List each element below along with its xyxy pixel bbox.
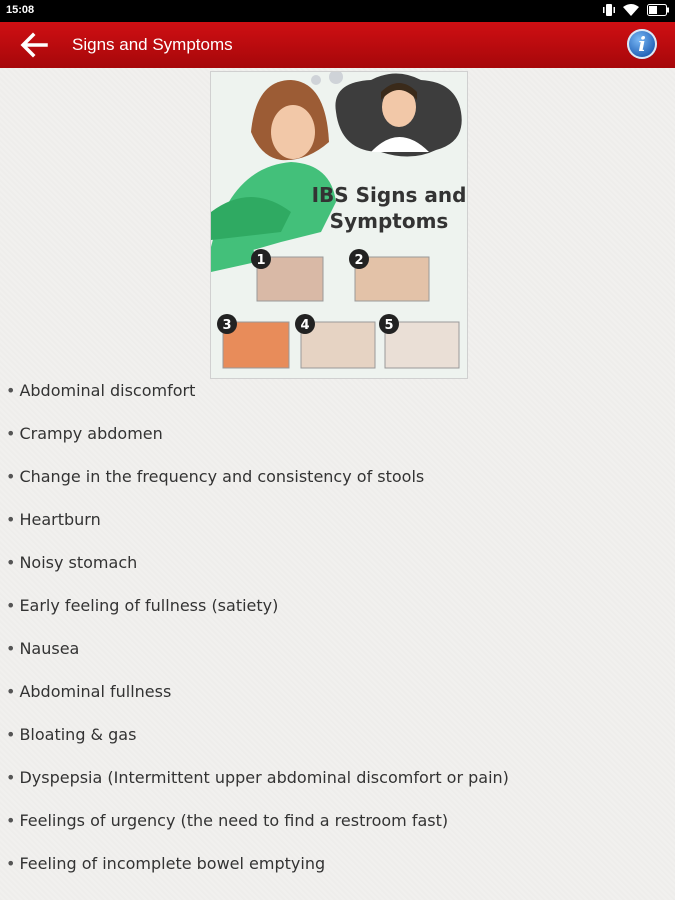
bullet-icon: • (6, 381, 16, 400)
symptom-text: Nausea (19, 639, 80, 658)
list-item (6, 806, 509, 849)
list-item (6, 849, 509, 892)
list-item (6, 720, 509, 763)
symptom-text: Feelings of urgency (the need to find a restroom fast) (19, 811, 449, 830)
status-time: 15:08 (6, 4, 35, 16)
list-item (6, 419, 509, 462)
bullet-icon: • (6, 682, 16, 701)
bullet-icon: • (6, 725, 16, 744)
bullet-icon: • (6, 424, 16, 443)
bullet-icon: • (6, 854, 16, 873)
illustration-title-line1: IBS Signs and (311, 183, 467, 207)
symptom-text: Early feeling of fullness (satiety) (19, 596, 279, 615)
back-arrow-icon (18, 30, 50, 60)
list-item (6, 591, 509, 634)
list-item (6, 548, 509, 591)
illustration-graphic (211, 72, 467, 378)
bullet-icon: • (6, 467, 16, 486)
symptom-text: Dyspepsia (Intermittent upper abdominal discomfort or pain) (19, 768, 509, 787)
wifi-icon (623, 3, 639, 17)
symptom-text: Crampy abdomen (19, 424, 163, 443)
symptom-text: Abdominal fullness (19, 682, 172, 701)
list-item (6, 462, 509, 505)
content-area (0, 68, 675, 900)
bullet-icon: • (6, 768, 16, 787)
symptom-text: Heartburn (19, 510, 101, 529)
step-number: 4 (300, 318, 310, 333)
bullet-icon: • (6, 510, 16, 529)
vibrate-icon (603, 3, 615, 17)
symptom-list (6, 376, 509, 892)
battery-icon (647, 4, 669, 16)
bullet-icon: • (6, 596, 16, 615)
step-number: 1 (256, 253, 266, 268)
app-bar (0, 22, 675, 68)
info-button[interactable]: i (627, 29, 657, 59)
page-title: Signs and Symptoms (72, 35, 233, 54)
list-item (6, 677, 509, 720)
symptom-text: Noisy stomach (19, 553, 138, 572)
symptom-text: Abdominal discomfort (19, 381, 196, 400)
symptom-text: Feeling of incomplete bowel emptying (19, 854, 326, 873)
bullet-icon: • (6, 553, 16, 572)
list-item (6, 763, 509, 806)
step-number: 2 (354, 253, 364, 268)
status-bar (0, 0, 675, 22)
step-number: 3 (222, 318, 232, 333)
back-button[interactable] (18, 30, 50, 60)
symptom-text: Bloating & gas (19, 725, 137, 744)
step-number: 5 (384, 318, 394, 333)
list-item (6, 505, 509, 548)
bullet-icon: • (6, 811, 16, 830)
illustration-title-line2: Symptoms (329, 209, 449, 233)
list-item (6, 376, 509, 419)
list-item (6, 634, 509, 677)
symptom-text: Change in the frequency and consistency of stools (19, 467, 425, 486)
bullet-icon: • (6, 639, 16, 658)
status-icons (603, 3, 669, 17)
ibs-illustration (210, 71, 468, 379)
